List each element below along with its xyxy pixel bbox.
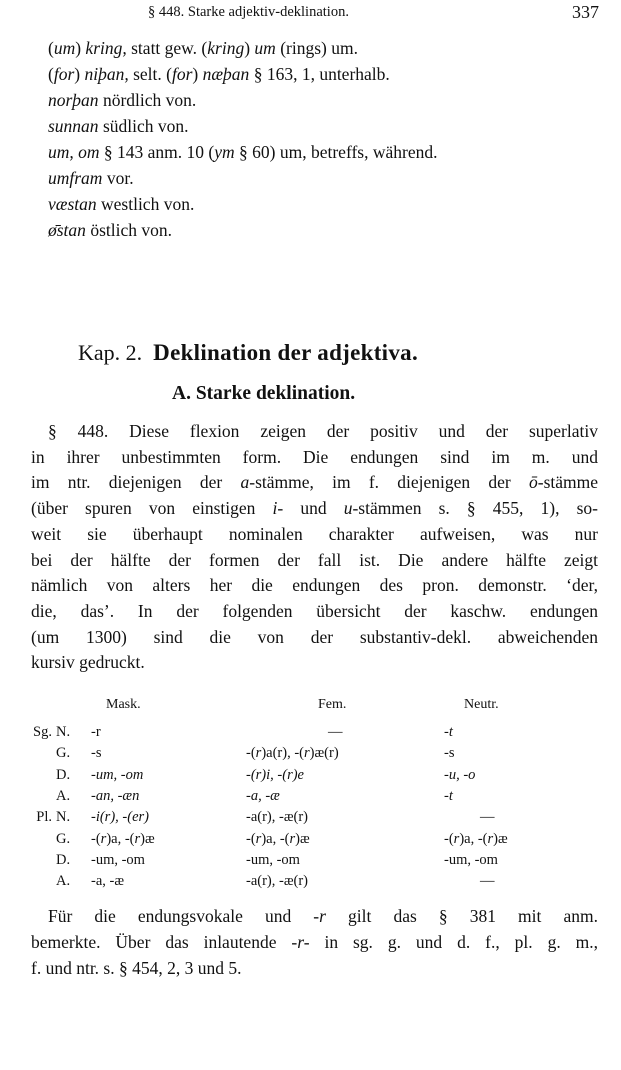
text-segment: ) xyxy=(74,64,85,84)
text-segment: -stämme, im f. diejenigen der xyxy=(249,472,529,493)
neutr-cell xyxy=(444,788,453,805)
text-segment: -s xyxy=(444,745,455,762)
text-segment: östlich von. xyxy=(85,220,172,240)
mask-cell xyxy=(91,767,143,784)
neutr-cell xyxy=(444,767,475,784)
column-header-fem: Fem. xyxy=(318,697,347,712)
page-number: 337 xyxy=(572,2,599,22)
text-line xyxy=(48,64,390,85)
text-segment: gilt das § 381 mit anm. xyxy=(325,906,598,926)
text-segment: § 163, 1, unterhalb. xyxy=(249,64,390,84)
italic-text: -r xyxy=(313,906,326,926)
number-label: Sg. xyxy=(33,724,52,740)
text-segment: ( xyxy=(48,64,54,84)
text-line xyxy=(31,447,598,468)
text-segment: — xyxy=(328,724,343,740)
table-row xyxy=(0,852,621,873)
italic-text: r xyxy=(100,830,107,847)
italic-text: niþan, xyxy=(84,64,129,84)
neutr-cell xyxy=(480,809,495,826)
text-line xyxy=(48,38,358,59)
case-label: A. xyxy=(56,787,71,804)
text-segment: -r xyxy=(91,724,101,740)
text-line xyxy=(31,958,598,979)
italic-text: norþan xyxy=(48,90,99,110)
text-line xyxy=(31,932,598,953)
fem-cell xyxy=(328,724,343,741)
italic-text: r xyxy=(255,830,262,847)
text-segment: -um, -om xyxy=(91,851,145,868)
italic-text: væstan xyxy=(48,194,97,214)
text-segment: § 143 anm. 10 ( xyxy=(99,142,215,162)
text-segment: Für die endungsvokale und xyxy=(48,906,314,926)
italic-text: næþan xyxy=(202,64,250,84)
text-line xyxy=(31,575,598,596)
mask-cell xyxy=(91,873,124,890)
italic-text: -t xyxy=(444,724,453,740)
italic-text: for xyxy=(171,64,193,84)
text-line xyxy=(48,220,172,241)
mask-cell xyxy=(91,809,149,826)
text-segment: -a(r), -æ(r) xyxy=(246,809,308,826)
text-segment: -stämme xyxy=(537,472,599,493)
text-segment: ) xyxy=(244,38,255,58)
case-label: G. xyxy=(56,745,71,762)
text-segment: weit sie überhaupt nominalen charakter aufweisen, was nur xyxy=(31,523,598,544)
text-segment: -( xyxy=(246,745,256,762)
case-label: N. xyxy=(56,809,71,826)
text-segment: bei der hälfte der formen der fall ist. Die andere hälfte zeigt xyxy=(31,549,598,570)
text-segment: - und xyxy=(277,498,344,519)
table-row xyxy=(0,809,621,830)
italic-text: um xyxy=(53,38,76,58)
italic-text: sunnan xyxy=(48,116,99,136)
text-line xyxy=(48,421,598,442)
chapter-label: Kap. 2. xyxy=(78,340,143,365)
text-segment: selt. ( xyxy=(128,64,172,84)
neutr-cell xyxy=(444,831,508,848)
text-line xyxy=(31,627,598,648)
column-header-mask: Mask. xyxy=(106,697,141,712)
case-label: D. xyxy=(56,766,71,783)
italic-text: -(r)i, -(r)e xyxy=(246,766,304,783)
italic-text: r xyxy=(304,745,310,762)
text-line xyxy=(31,498,598,519)
case-label: G. xyxy=(56,830,71,847)
text-segment: — xyxy=(480,873,495,890)
text-line xyxy=(48,116,189,137)
text-line xyxy=(48,142,437,163)
text-segment: (um 1300) sind die von der substantiv-dekl. abweichenden xyxy=(31,626,598,647)
text-segment: -( xyxy=(246,830,256,847)
italic-text: u xyxy=(343,498,353,519)
italic-text: r xyxy=(289,830,296,847)
table-row xyxy=(0,873,621,894)
fem-cell xyxy=(246,788,280,805)
text-segment: (über spuren von einstigen xyxy=(31,498,273,519)
text-segment: -( xyxy=(91,830,101,847)
text-line xyxy=(48,194,194,215)
text-segment: ) xyxy=(192,64,203,84)
italic-text: r xyxy=(134,830,141,847)
italic-text: -r- xyxy=(291,932,310,952)
text-segment: )æ(r) xyxy=(309,745,339,762)
italic-text: for xyxy=(53,64,75,84)
table-row xyxy=(0,831,621,852)
mask-cell xyxy=(91,852,145,869)
mask-cell xyxy=(91,745,101,762)
text-segment: )a, -( xyxy=(106,830,135,847)
neutr-cell xyxy=(444,724,453,741)
section-heading: A. Starke deklination. xyxy=(172,383,356,404)
italic-text: r xyxy=(453,830,460,847)
text-segment: kursiv gedruckt. xyxy=(31,652,145,673)
text-segment: -stämmen s. § 455, 1), so- xyxy=(352,498,598,519)
text-line xyxy=(31,601,598,622)
text-segment: bemerkte. Über das inlautende xyxy=(31,932,292,952)
text-segment: nämlich von alters her die endungen des pron. demonstr. ‘der, xyxy=(31,575,598,596)
italic-text: um xyxy=(254,38,276,58)
text-segment: § 448. Diese flexion zeigen der positiv und der superlativ xyxy=(48,421,598,441)
mask-cell xyxy=(91,724,101,741)
table-row xyxy=(0,745,621,766)
number-label: Pl. xyxy=(36,809,52,826)
italic-text: r xyxy=(487,830,494,847)
italic-text: kring xyxy=(207,38,245,58)
text-segment: -s xyxy=(91,745,102,762)
italic-text: um, om xyxy=(48,142,100,162)
text-segment: statt gew. ( xyxy=(126,38,208,58)
neutr-cell xyxy=(444,745,454,762)
text-segment: ) xyxy=(75,38,86,58)
italic-text: -u, -o xyxy=(444,766,476,783)
italic-text: -i(r), -(er) xyxy=(91,809,149,826)
italic-text: -an, -æn xyxy=(91,787,140,804)
text-segment: -um, -om xyxy=(246,851,300,868)
text-segment: in sg. g. und d. f., pl. g. m., xyxy=(309,932,598,952)
text-segment: -( xyxy=(444,830,454,847)
italic-text: ym xyxy=(214,142,235,162)
table-row xyxy=(0,724,621,745)
text-line xyxy=(31,472,598,493)
text-segment: im ntr. diejenigen der xyxy=(31,472,241,493)
neutr-cell xyxy=(444,852,498,869)
italic-text: umfram xyxy=(48,168,103,188)
text-segment: in ihrer unbestimmten form. Die endungen sind im m. und xyxy=(31,446,598,467)
italic-text: i xyxy=(272,498,278,519)
text-segment: )æ xyxy=(493,830,508,847)
text-line xyxy=(31,550,598,571)
fem-cell xyxy=(246,745,339,762)
chapter-heading xyxy=(78,340,418,366)
neutr-cell xyxy=(480,873,495,890)
text-segment: f. und ntr. s. § 454, 2, 3 und 5. xyxy=(31,958,242,978)
italic-text: r xyxy=(255,745,262,762)
running-title: § 448. Starke adjektiv-deklination. xyxy=(148,4,349,20)
text-segment: )a(r), -( xyxy=(261,745,304,762)
text-line xyxy=(48,90,196,111)
column-header-neutr: Neutr. xyxy=(464,697,499,712)
text-line xyxy=(48,906,598,927)
italic-text: kring, xyxy=(85,38,127,58)
italic-text: a xyxy=(240,472,250,493)
fem-cell xyxy=(246,852,300,869)
case-label: A. xyxy=(56,873,71,890)
mask-cell xyxy=(91,788,139,805)
italic-text: ō xyxy=(529,472,538,493)
case-label: N. xyxy=(56,724,71,740)
text-segment: nördlich von. xyxy=(98,90,197,110)
text-segment: -a, -æ xyxy=(91,873,125,890)
text-line xyxy=(48,168,134,189)
mask-cell xyxy=(91,831,155,848)
text-segment: )æ xyxy=(295,830,310,847)
fem-cell xyxy=(246,873,308,890)
table-row xyxy=(0,788,621,809)
text-segment: ( xyxy=(48,38,54,58)
table-row xyxy=(0,767,621,788)
chapter-title: Deklination der adjektiva. xyxy=(153,340,419,365)
text-segment: -a(r), -æ(r) xyxy=(246,873,308,890)
text-segment: die, das’. In der folgenden übersicht der kaschw. endungen xyxy=(31,600,598,621)
italic-text: ø̄stan xyxy=(48,220,86,240)
text-line xyxy=(31,524,598,545)
text-segment: südlich von. xyxy=(98,116,189,136)
text-segment: — xyxy=(480,809,495,826)
text-segment: )a, -( xyxy=(261,830,290,847)
text-segment: )æ xyxy=(140,830,155,847)
text-segment: § 60) um, betreffs, während. xyxy=(234,142,438,162)
text-segment: (rings) um. xyxy=(275,38,358,58)
italic-text: -t xyxy=(444,787,453,804)
text-segment: westlich von. xyxy=(96,194,195,214)
case-label: D. xyxy=(56,851,71,868)
text-segment: )a, -( xyxy=(459,830,488,847)
text-segment: -um, -om xyxy=(444,851,498,868)
fem-cell xyxy=(246,809,308,826)
fem-cell xyxy=(246,767,304,784)
italic-text: -a, -æ xyxy=(246,787,280,804)
fem-cell xyxy=(246,831,310,848)
text-segment: vor. xyxy=(102,168,134,188)
text-line xyxy=(31,652,598,673)
italic-text: -um, -om xyxy=(91,766,144,783)
